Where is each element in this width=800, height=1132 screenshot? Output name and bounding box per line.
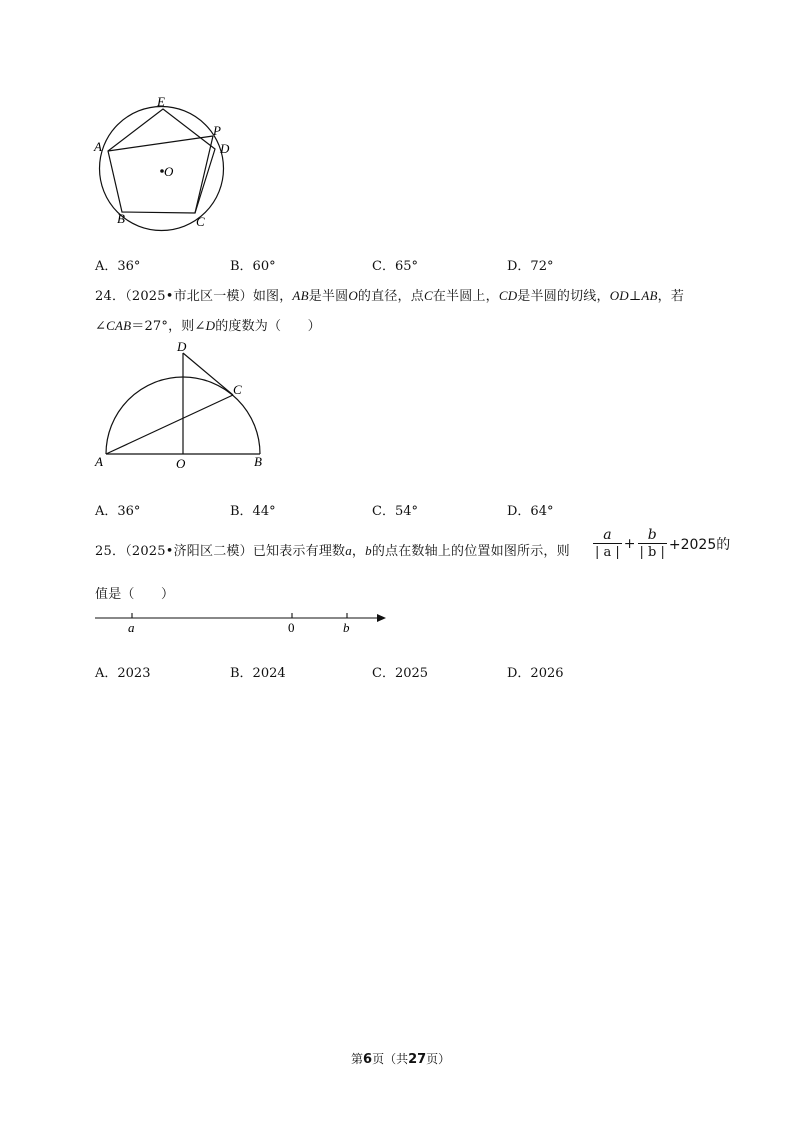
label-o: O (176, 456, 186, 470)
footer-page-number: 6 (363, 1052, 373, 1067)
q24-var: C (423, 288, 433, 303)
q25-number: 25． (95, 544, 126, 559)
axis-arrow (377, 614, 386, 622)
q25-text: 已知表示有理数 (252, 544, 346, 559)
fraction-b-over-abs-b (638, 527, 667, 561)
q24-text: ⊥ (628, 289, 642, 304)
q23-option-b: B．60° (230, 259, 276, 274)
fraction-a-over-abs-a (593, 527, 622, 561)
frac-numerator: a (603, 527, 612, 543)
page-footer (351, 1050, 450, 1067)
q23-option-a: A．36° (95, 259, 141, 274)
label-b: b (343, 620, 350, 635)
q24-var: D (205, 318, 216, 333)
q25-var: a (345, 543, 352, 558)
label-a: A (94, 139, 102, 154)
q24-var: CD (498, 288, 518, 303)
frac-numerator: b (647, 527, 657, 543)
label-a: a (128, 620, 135, 635)
q23-figure (92, 92, 242, 234)
q25-option-b: B．2024 (230, 666, 286, 681)
label-d: D (220, 141, 230, 156)
q24-option-c: C．54° (372, 504, 418, 519)
q25-var: b (365, 543, 372, 558)
q24-var: OD (609, 288, 629, 303)
frac-denominator: | b | (639, 545, 665, 560)
label-b: B (254, 454, 262, 469)
label-c: C (196, 214, 205, 229)
q24-text: 如图， (252, 289, 293, 304)
q24-option-a: A．36° (95, 504, 141, 519)
footer-text: 页（共 (372, 1052, 409, 1066)
q24-text: 在半圆上， (432, 289, 499, 304)
q25-text: ， (351, 544, 366, 559)
q25-text: 的点在数轴上的位置如图所示，则 (371, 544, 570, 559)
label-d: D (177, 339, 187, 354)
q24-source: （2025•市北区一模） (125, 289, 253, 304)
q25-expression (591, 527, 730, 561)
footer-text: 页） (426, 1052, 451, 1066)
q25-option-a: A．2023 (95, 666, 151, 681)
q25-number-line (92, 605, 392, 637)
label-zero: 0 (288, 620, 295, 635)
label-o: O (164, 164, 174, 179)
q25-question-line2: 值是（ ） (95, 587, 175, 602)
q25-option-d: D．2026 (507, 666, 564, 681)
expr-tail: +2025的 (668, 537, 731, 553)
tangent-dc (183, 353, 233, 395)
label-p: P (213, 123, 221, 138)
q24-question-line1 (95, 285, 684, 304)
q24-text: ，若 (657, 289, 685, 304)
q24-text: ＝27°，则∠ (131, 319, 206, 334)
footer-total-pages: 27 (408, 1052, 427, 1067)
q24-option-b: B．44° (230, 504, 276, 519)
label-a: A (95, 454, 103, 469)
q25-option-c: C．2025 (372, 666, 429, 681)
q24-text: 的度数为（ ） (215, 319, 321, 334)
q24-figure (92, 338, 272, 470)
q24-var: O (348, 288, 358, 303)
q24-option-d: D．64° (507, 504, 554, 519)
label-c: C (233, 382, 242, 397)
segment-pc (195, 136, 213, 213)
q23-option-c: C．65° (372, 259, 418, 274)
q25-source: （2025•济阳区二模） (125, 544, 253, 559)
q24-text: ∠ (95, 319, 107, 334)
q24-question-line2 (95, 315, 321, 334)
q24-text: 的直径，点 (357, 289, 424, 304)
q25-question-line1 (95, 540, 570, 559)
q24-var: AB (641, 288, 658, 303)
label-e: E (157, 94, 165, 109)
q24-text: 是半圆 (308, 289, 349, 304)
q24-text: 是半圆的切线， (517, 289, 610, 304)
plus-sign: + (623, 536, 636, 552)
q24-var: CAB (106, 318, 132, 333)
q24-number: 24． (95, 289, 126, 304)
q23-option-d: D．72° (507, 259, 554, 274)
q24-var: AB (292, 288, 309, 303)
frac-denominator: | a | (595, 545, 620, 560)
label-b: B (117, 211, 125, 226)
footer-text: 第 (351, 1052, 364, 1066)
